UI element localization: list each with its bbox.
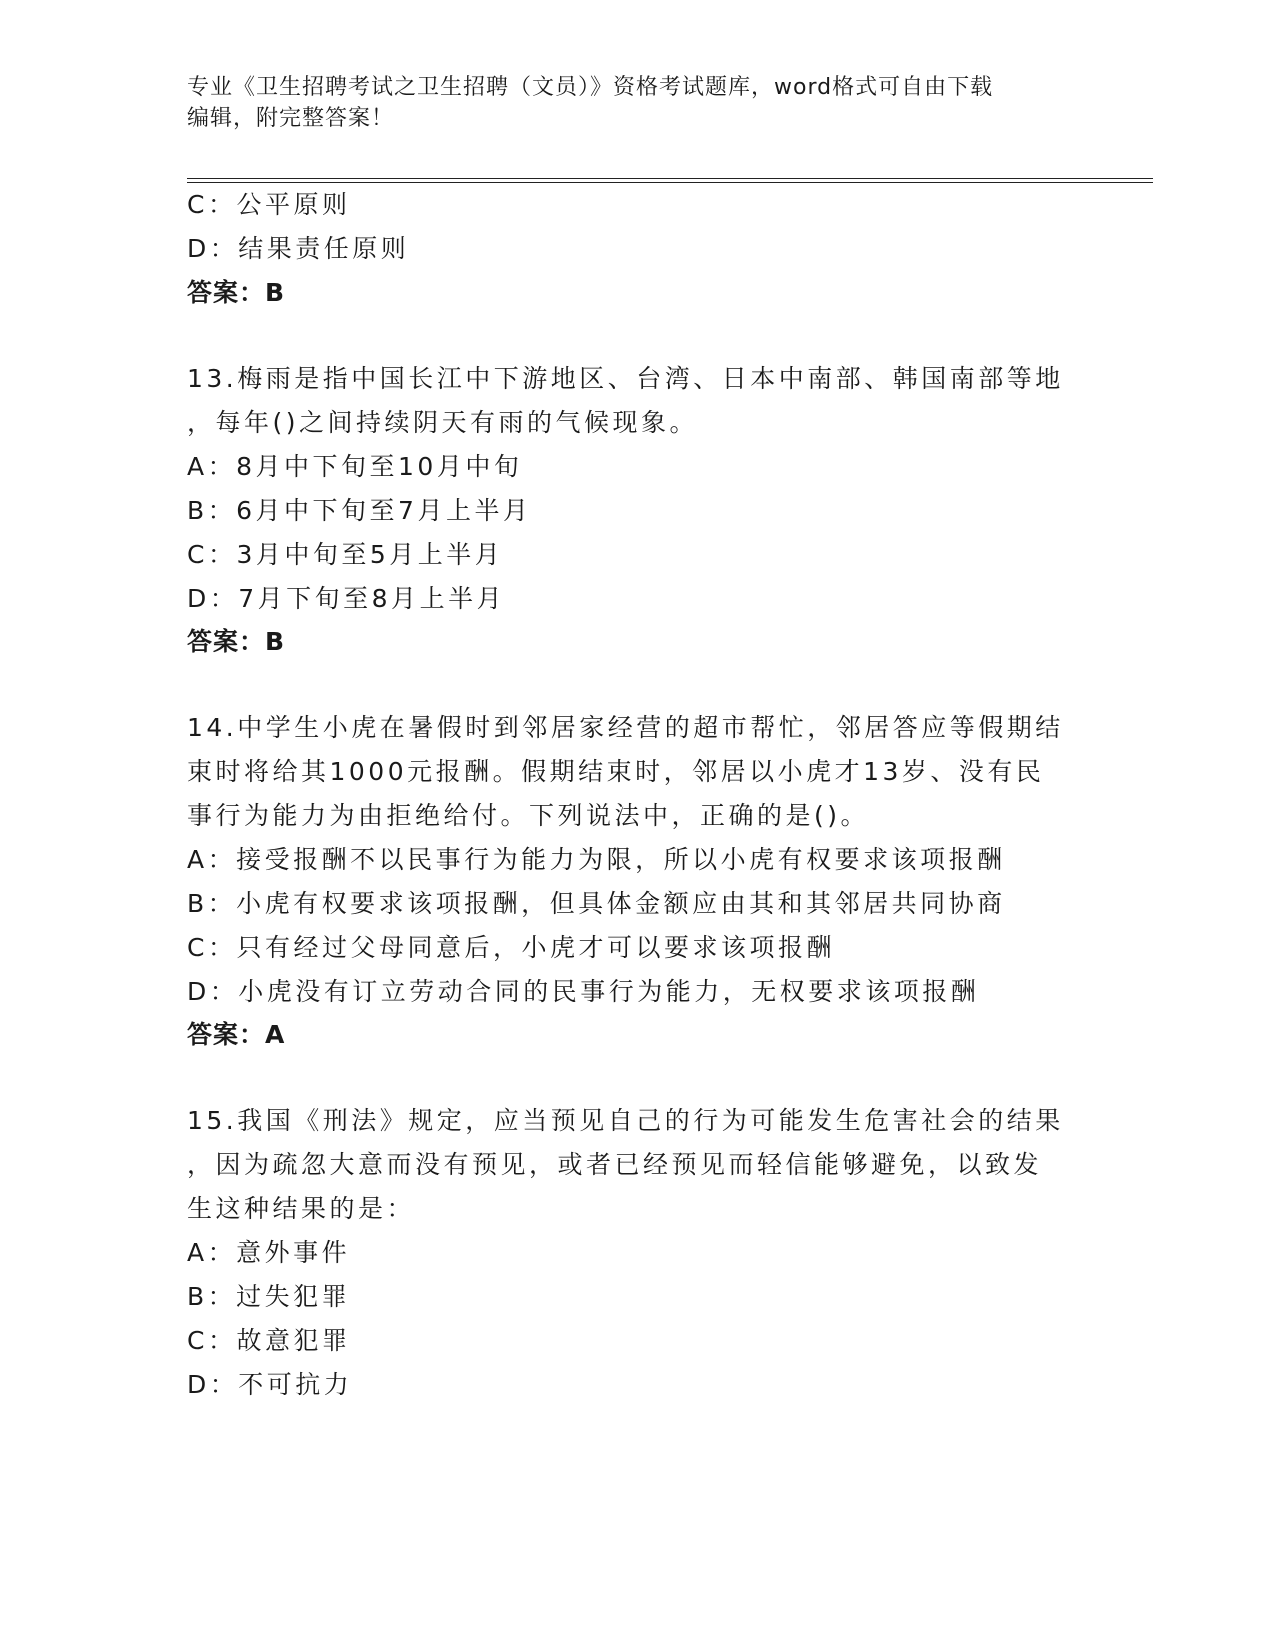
option-d: D：不可抗力 [187, 1370, 353, 1399]
option-d: D：小虎没有订立劳动合同的民事行为能力，无权要求该项报酬 [187, 977, 980, 1006]
option-c: C：3月中旬至5月上半月 [187, 540, 504, 569]
answer-line: 答案：B [187, 627, 286, 656]
option-d: D：结果责任原则 [187, 234, 410, 263]
option-c: C：只有经过父母同意后，小虎才可以要求该项报酬 [187, 933, 835, 962]
answer-line: 答案：A [187, 1020, 286, 1049]
header-line: 编辑，附完整答案！ [187, 106, 395, 131]
document-header [187, 72, 1067, 134]
question-stem: 15.我国《刑法》规定，应当预见自己的行为可能发生危害社会的结果 [187, 1106, 1064, 1135]
answer-line: 答案：B [187, 278, 286, 307]
option-b: B：过失犯罪 [187, 1282, 351, 1311]
question-stem: 13.梅雨是指中国长江中下游地区、台湾、日本中南部、韩国南部等地 [187, 364, 1064, 393]
question-stem: ，每年()之间持续阴天有雨的气候现象。 [187, 408, 699, 437]
option-a: A：8月中下旬至10月中旬 [187, 452, 523, 481]
header-line: 专业《卫生招聘考试之卫生招聘（文员）》资格考试题库，word格式可自由下载 [187, 75, 994, 100]
question-stem: 生这种结果的是： [187, 1194, 416, 1223]
option-b: B：6月中下旬至7月上半月 [187, 496, 532, 525]
header-divider [187, 182, 1153, 183]
option-b: B：小虎有权要求该项报酬，但具体金额应由其和其邻居共同协商 [187, 889, 1006, 918]
option-c: C：公平原则 [187, 190, 351, 219]
question-stem: 14.中学生小虎在暑假时到邻居家经营的超市帮忙，邻居答应等假期结 [187, 713, 1064, 742]
question-stem: ，因为疏忽大意而没有预见，或者已经预见而轻信能够避免，以致发 [187, 1150, 1043, 1179]
header-divider [187, 178, 1153, 179]
option-a: A：接受报酬不以民事行为能力为限，所以小虎有权要求该项报酬 [187, 845, 1006, 874]
option-d: D：7月下旬至8月上半月 [187, 584, 506, 613]
option-c: C：故意犯罪 [187, 1326, 351, 1355]
question-stem: 事行为能力为由拒绝给付。下列说法中，正确的是()。 [187, 801, 870, 830]
question-stem: 束时将给其1000元报酬。假期结束时，邻居以小虎才13岁、没有民 [187, 757, 1045, 786]
option-a: A：意外事件 [187, 1238, 351, 1267]
